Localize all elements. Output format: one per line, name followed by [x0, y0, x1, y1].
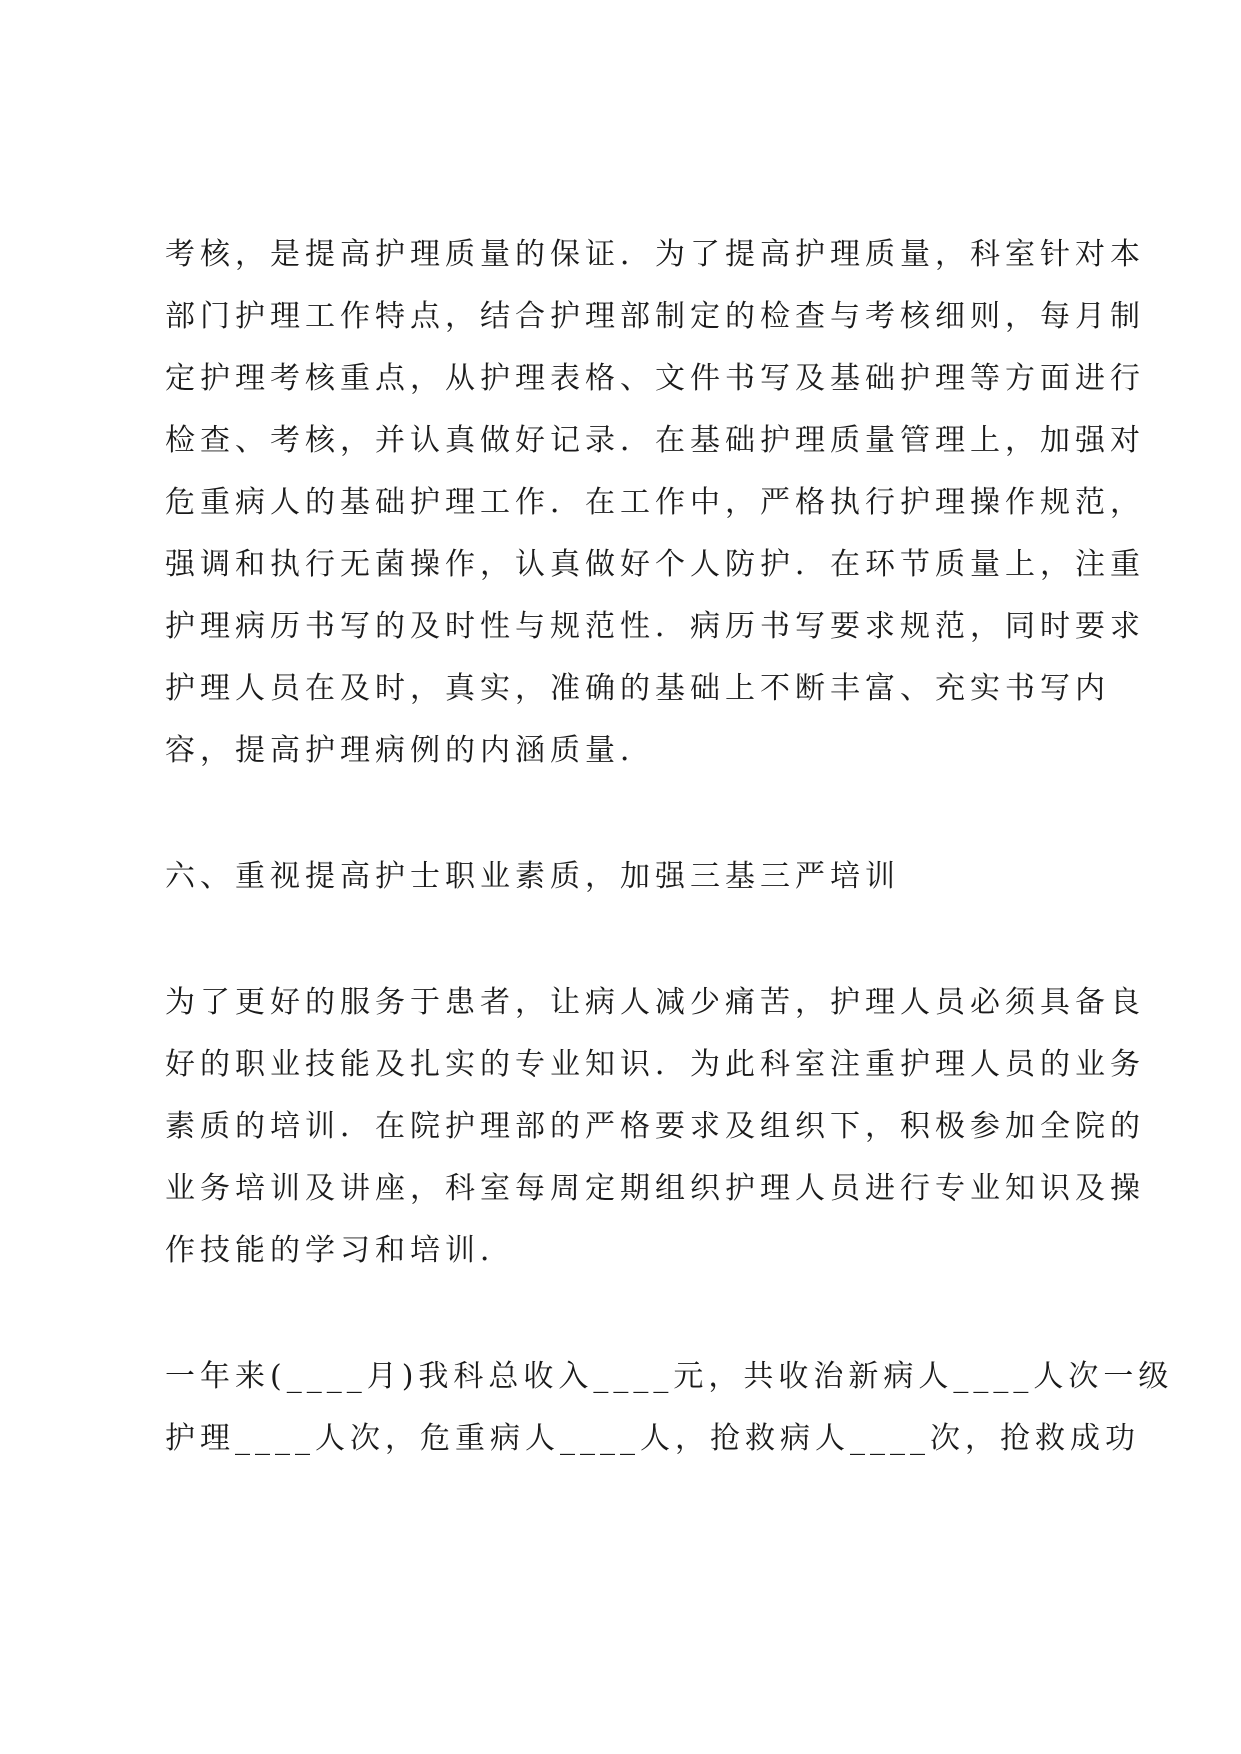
text-line: 定护理考核重点，从护理表格、文件书写及基础护理等方面进行 — [165, 361, 1145, 396]
paragraph-quality-assessment — [165, 224, 1145, 782]
text-line: 素质的培训．在院护理部的严格要求及组织下，积极参加全院的 — [165, 1109, 1145, 1144]
text-line: 作技能的学习和培训． — [165, 1233, 515, 1268]
text-line: 为了更好的服务于患者，让病人减少痛苦，护理人员必须具备良 — [165, 985, 1145, 1020]
text-line: 一年来(____月)我科总收入____元，共收治新病人____人次一级 — [165, 1359, 1174, 1394]
text-line: 部门护理工作特点，结合护理部制定的检查与考核细则，每月制 — [165, 299, 1145, 334]
text-line: 容，提高护理病例的内涵质量． — [165, 733, 655, 768]
document-body — [165, 224, 1174, 1470]
paragraph-annual-statistics — [165, 1346, 1174, 1470]
paragraph-spacer — [165, 782, 1095, 846]
text-line: 强调和执行无菌操作，认真做好个人防护．在环节质量上，注重 — [165, 547, 1145, 582]
text-line: 危重病人的基础护理工作．在工作中，严格执行护理操作规范， — [165, 485, 1145, 520]
text-line: 业务培训及讲座，科室每周定期组织护理人员进行专业知识及操 — [165, 1171, 1145, 1206]
section-heading: 六、重视提高护士职业素质，加强三基三严培训 — [165, 859, 900, 894]
text-line: 护理____人次，危重病人____人，抢救病人____次，抢救成功 — [165, 1421, 1140, 1456]
text-line: 护理病历书写的及时性与规范性．病历书写要求规范，同时要求 — [165, 609, 1145, 644]
text-line: 好的职业技能及扎实的专业知识．为此科室注重护理人员的业务 — [165, 1047, 1145, 1082]
paragraph-training — [165, 972, 1145, 1282]
paragraph-spacer — [165, 908, 1095, 972]
text-line: 考核，是提高护理质量的保证．为了提高护理质量，科室针对本 — [165, 237, 1145, 272]
paragraph-spacer — [165, 1282, 1095, 1346]
section-heading-block — [165, 846, 1095, 908]
text-line: 护理人员在及时，真实，准确的基础上不断丰富、充实书写内 — [165, 671, 1110, 706]
text-line: 检查、考核，并认真做好记录．在基础护理质量管理上，加强对 — [165, 423, 1145, 458]
